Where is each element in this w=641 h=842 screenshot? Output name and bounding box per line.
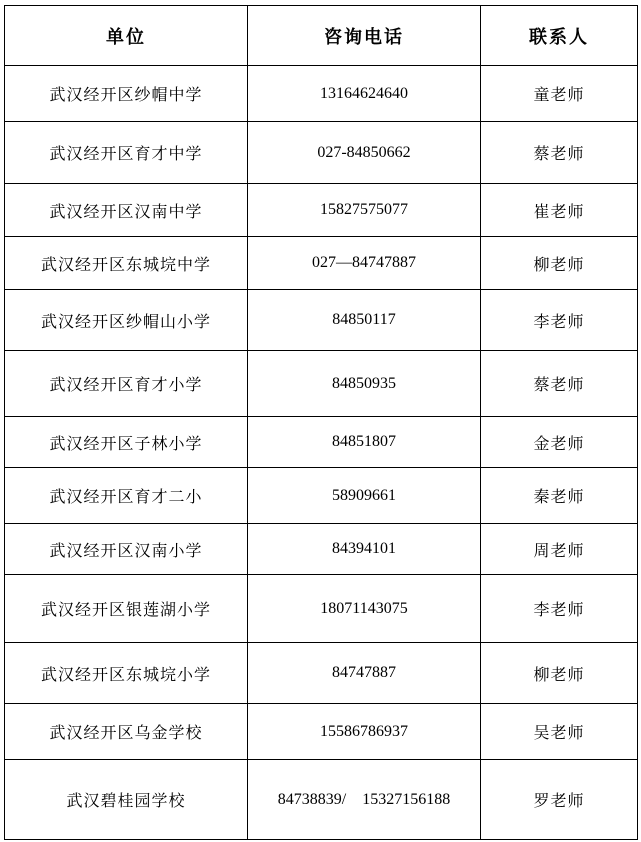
header-unit: 单位 bbox=[5, 6, 248, 66]
phone-cell: 15827575077 bbox=[248, 184, 481, 237]
table-row bbox=[5, 237, 638, 290]
unit-cell: 武汉经开区育才中学 bbox=[5, 122, 248, 184]
phone-cell: 84738839/ 15327156188 bbox=[248, 760, 481, 840]
unit-cell: 武汉碧桂园学校 bbox=[5, 760, 248, 840]
header-contact: 联系人 bbox=[481, 6, 638, 66]
contact-cell: 童老师 bbox=[481, 66, 638, 122]
contact-cell: 李老师 bbox=[481, 575, 638, 643]
phone-cell: 027-84850662 bbox=[248, 122, 481, 184]
contact-cell: 罗老师 bbox=[481, 760, 638, 840]
contact-cell: 崔老师 bbox=[481, 184, 638, 237]
phone-cell: 027—84747887 bbox=[248, 237, 481, 290]
unit-cell: 武汉经开区纱帽中学 bbox=[5, 66, 248, 122]
unit-cell: 武汉经开区育才小学 bbox=[5, 351, 248, 417]
contact-cell: 吴老师 bbox=[481, 704, 638, 760]
unit-cell: 武汉经开区东城垸中学 bbox=[5, 237, 248, 290]
unit-cell: 武汉经开区乌金学校 bbox=[5, 704, 248, 760]
contact-cell: 蔡老师 bbox=[481, 351, 638, 417]
header-row bbox=[5, 6, 638, 66]
unit-cell: 武汉经开区汉南小学 bbox=[5, 524, 248, 575]
contact-cell: 柳老师 bbox=[481, 643, 638, 704]
contact-cell: 柳老师 bbox=[481, 237, 638, 290]
table-row bbox=[5, 575, 638, 643]
unit-cell: 武汉经开区育才二小 bbox=[5, 468, 248, 524]
phone-cell: 84394101 bbox=[248, 524, 481, 575]
phone-cell: 84851807 bbox=[248, 417, 481, 468]
phone-cell: 84850935 bbox=[248, 351, 481, 417]
contact-table bbox=[4, 5, 638, 840]
phone-cell: 15586786937 bbox=[248, 704, 481, 760]
phone-cell: 58909661 bbox=[248, 468, 481, 524]
table-row bbox=[5, 66, 638, 122]
contact-cell: 蔡老师 bbox=[481, 122, 638, 184]
table-row bbox=[5, 417, 638, 468]
unit-cell: 武汉经开区纱帽山小学 bbox=[5, 290, 248, 351]
contact-cell: 秦老师 bbox=[481, 468, 638, 524]
table-row bbox=[5, 468, 638, 524]
table-row bbox=[5, 524, 638, 575]
phone-cell: 13164624640 bbox=[248, 66, 481, 122]
unit-cell: 武汉经开区子林小学 bbox=[5, 417, 248, 468]
phone-cell: 84747887 bbox=[248, 643, 481, 704]
table-row bbox=[5, 290, 638, 351]
contact-cell: 周老师 bbox=[481, 524, 638, 575]
table-row bbox=[5, 351, 638, 417]
phone-cell: 18071143075 bbox=[248, 575, 481, 643]
unit-cell: 武汉经开区东城垸小学 bbox=[5, 643, 248, 704]
table-row bbox=[5, 760, 638, 840]
table-row bbox=[5, 184, 638, 237]
contact-cell: 李老师 bbox=[481, 290, 638, 351]
contact-cell: 金老师 bbox=[481, 417, 638, 468]
header-phone: 咨询电话 bbox=[248, 6, 481, 66]
table-row bbox=[5, 122, 638, 184]
table-row bbox=[5, 704, 638, 760]
unit-cell: 武汉经开区汉南中学 bbox=[5, 184, 248, 237]
phone-cell: 84850117 bbox=[248, 290, 481, 351]
unit-cell: 武汉经开区银莲湖小学 bbox=[5, 575, 248, 643]
table-row bbox=[5, 643, 638, 704]
